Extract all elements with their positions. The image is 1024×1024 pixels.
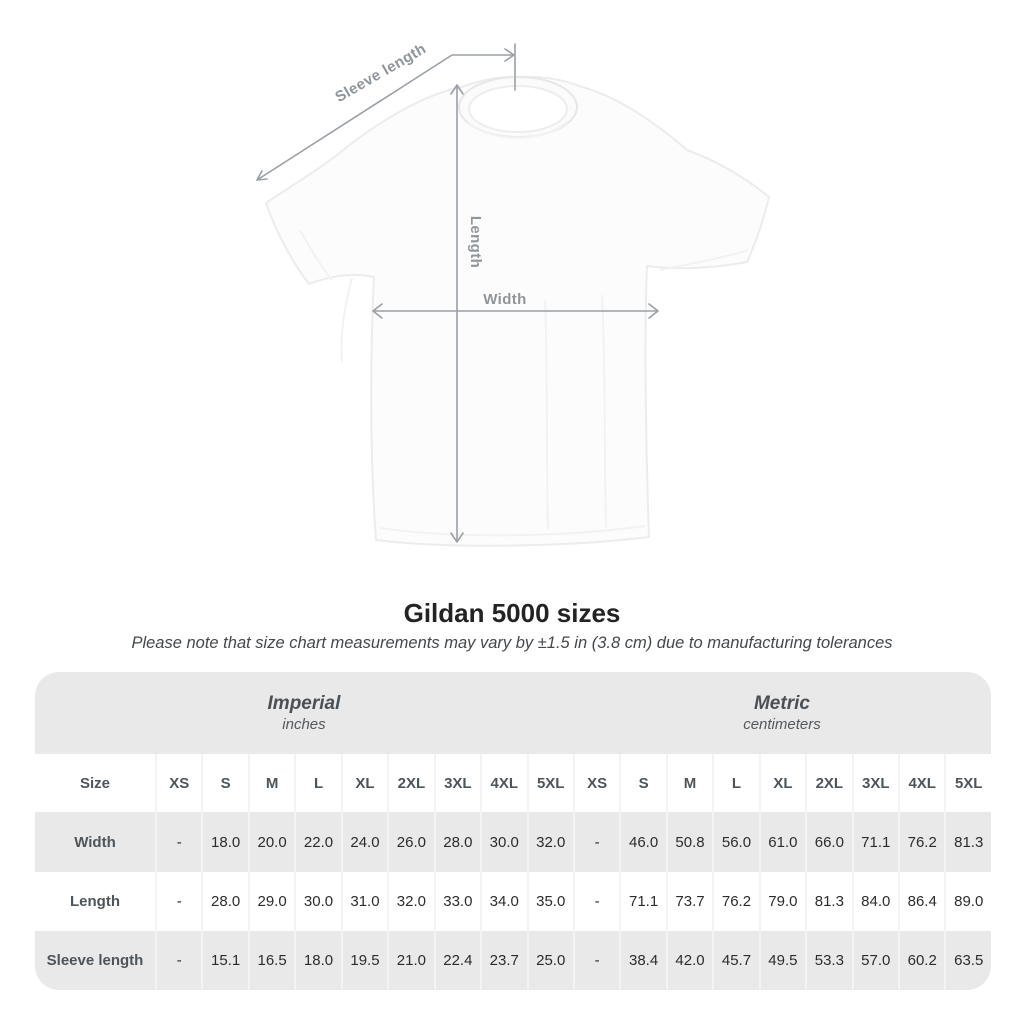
imperial-measurement-cell: 29.0: [248, 872, 294, 931]
imperial-measurement-cell: 33.0: [434, 872, 480, 931]
imperial-measurement-cell: 15.1: [201, 931, 247, 990]
imperial-size-header: S: [201, 754, 247, 812]
sleeve-length-label: Sleeve length: [332, 40, 430, 106]
page-title: Gildan 5000 sizes: [403, 598, 621, 628]
measurement-row-label: Width: [74, 833, 116, 851]
metric-measurement-cell: 84.0: [852, 872, 898, 931]
measurement-row-label: Length: [70, 893, 120, 910]
measurement-row-label: Sleeve length: [46, 952, 144, 969]
imperial-measurement-cell: 30.0: [480, 812, 526, 872]
metric-measurement-cell: 63.5: [944, 931, 991, 990]
imperial-size-header: L: [294, 754, 340, 812]
metric-size-header: XS: [573, 754, 619, 812]
metric-measurement-cell: 45.7: [712, 931, 758, 990]
imperial-measurement-cell: 18.0: [201, 812, 247, 872]
metric-measurement-cell: 81.3: [944, 812, 991, 872]
imperial-size-header: 4XL: [480, 754, 526, 812]
metric-measurement-cell: 50.8: [666, 812, 712, 872]
metric-measurement-cell: 71.1: [852, 812, 898, 872]
imperial-size-header: XL: [341, 754, 387, 812]
metric-measurement-cell: 76.2: [898, 812, 944, 872]
metric-measurement-cell: -: [573, 872, 619, 931]
metric-size-header: L: [712, 754, 758, 812]
size-column-header: Size: [35, 754, 155, 812]
imperial-measurement-cell: -: [155, 812, 201, 872]
imperial-measurement-cell: 28.0: [434, 812, 480, 872]
metric-group-header: [573, 672, 991, 754]
imperial-measurement-cell: 35.0: [527, 872, 573, 931]
imperial-size-header: XS: [155, 754, 201, 812]
metric-group-name: Metric: [753, 693, 810, 714]
measurement-row: [35, 931, 991, 990]
metric-measurement-cell: 53.3: [805, 931, 851, 990]
measurement-rows: [35, 812, 991, 990]
imperial-size-header: 5XL: [527, 754, 573, 812]
imperial-measurement-cell: 16.5: [248, 931, 294, 990]
imperial-measurement-cell: 22.4: [434, 931, 480, 990]
width-label: Width: [483, 291, 527, 308]
imperial-group-header: [35, 672, 573, 754]
metric-measurement-cell: 56.0: [712, 812, 758, 872]
imperial-measurement-cell: -: [155, 931, 201, 990]
metric-measurement-cell: 49.5: [759, 931, 805, 990]
metric-size-header: M: [666, 754, 712, 812]
tolerance-note: Please note that size chart measurements may vary by ±1.5 in (3.8 cm) due to manufacturing tolerances: [131, 634, 893, 652]
metric-group-unit: centimeters: [743, 716, 821, 733]
metric-measurement-cell: 76.2: [712, 872, 758, 931]
metric-measurement-cell: -: [573, 812, 619, 872]
imperial-measurement-cell: 19.5: [341, 931, 387, 990]
tshirt-collar-inner: [469, 86, 567, 132]
imperial-measurement-cell: 28.0: [201, 872, 247, 931]
imperial-measurement-cell: 25.0: [527, 931, 573, 990]
imperial-measurement-cell: 20.0: [248, 812, 294, 872]
metric-measurement-cell: 89.0: [944, 872, 991, 931]
imperial-measurement-cell: 22.0: [294, 812, 340, 872]
imperial-group-unit: inches: [282, 716, 326, 733]
metric-measurement-cell: 79.0: [759, 872, 805, 931]
imperial-measurement-cell: 30.0: [294, 872, 340, 931]
imperial-measurement-cell: 21.0: [387, 931, 433, 990]
measurement-row: [35, 812, 991, 872]
imperial-measurement-cell: 18.0: [294, 931, 340, 990]
imperial-size-header: 3XL: [434, 754, 480, 812]
metric-measurement-cell: 60.2: [898, 931, 944, 990]
imperial-measurement-cell: 23.7: [480, 931, 526, 990]
imperial-measurement-cell: 32.0: [527, 812, 573, 872]
imperial-group-name: Imperial: [267, 693, 341, 714]
imperial-measurement-cell: 24.0: [341, 812, 387, 872]
imperial-measurement-cell: 26.0: [387, 812, 433, 872]
metric-size-header: 3XL: [852, 754, 898, 812]
size-header-row: [35, 754, 991, 812]
metric-size-header: XL: [759, 754, 805, 812]
imperial-measurement-cell: 31.0: [341, 872, 387, 931]
metric-measurement-cell: 71.1: [619, 872, 665, 931]
metric-measurement-cell: -: [573, 931, 619, 990]
metric-measurement-cell: 42.0: [666, 931, 712, 990]
metric-size-header: 4XL: [898, 754, 944, 812]
metric-measurement-cell: 86.4: [898, 872, 944, 931]
imperial-measurement-cell: 32.0: [387, 872, 433, 931]
metric-measurement-cell: 38.4: [619, 931, 665, 990]
metric-measurement-cell: 81.3: [805, 872, 851, 931]
imperial-size-header: 2XL: [387, 754, 433, 812]
metric-size-header: S: [619, 754, 665, 812]
metric-measurement-cell: 46.0: [619, 812, 665, 872]
metric-measurement-cell: 57.0: [852, 931, 898, 990]
metric-size-header: 2XL: [805, 754, 851, 812]
metric-measurement-cell: 61.0: [759, 812, 805, 872]
imperial-measurement-cell: 34.0: [480, 872, 526, 931]
imperial-size-header: M: [248, 754, 294, 812]
metric-measurement-cell: 73.7: [666, 872, 712, 931]
metric-size-header: 5XL: [944, 754, 991, 812]
size-table: [35, 672, 991, 990]
unit-header-row: [35, 672, 991, 754]
imperial-measurement-cell: -: [155, 872, 201, 931]
metric-measurement-cell: 66.0: [805, 812, 851, 872]
measurement-row: [35, 872, 991, 931]
length-label: Length: [467, 215, 484, 269]
